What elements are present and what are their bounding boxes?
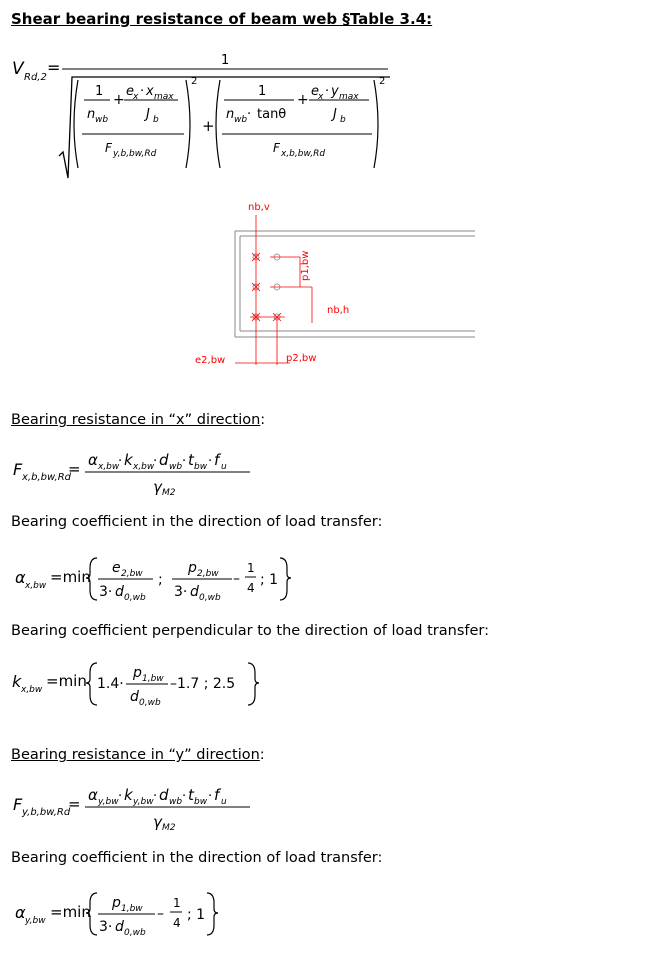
svg-text:α: α: [88, 451, 98, 469]
svg-text:0,wb: 0,wb: [124, 593, 146, 603]
svg-text:0,wb: 0,wb: [139, 698, 161, 708]
svg-text:+: +: [202, 117, 215, 135]
svg-text:d: d: [115, 584, 124, 600]
svg-text:y,b,bw,Rd: y,b,bw,Rd: [113, 149, 157, 159]
svg-text:J: J: [146, 107, 150, 122]
svg-text:1,bw: 1,bw: [121, 904, 143, 914]
svg-text:max: max: [339, 92, 359, 102]
svg-text:+: +: [113, 92, 125, 108]
text-coef-transfer-y: Bearing coefficient in the direction of load transfer:: [11, 850, 383, 866]
svg-text:M2: M2: [162, 488, 176, 498]
svg-text:=min: =min: [50, 568, 91, 586]
svg-text:k: k: [124, 786, 133, 804]
svg-text:–1.7 ; 2.5: –1.7 ; 2.5: [170, 676, 236, 692]
svg-text:2,bw: 2,bw: [121, 569, 143, 579]
svg-text:f: f: [214, 786, 220, 804]
svg-text:γ: γ: [153, 813, 162, 831]
svg-text:tanθ: tanθ: [257, 107, 287, 122]
label-p2: p2,bw: [286, 353, 317, 364]
svg-text:d: d: [115, 919, 124, 935]
svg-text:·: ·: [118, 789, 123, 804]
svg-text:x: x: [133, 92, 139, 102]
svg-text:n: n: [226, 107, 235, 122]
svg-text:4: 4: [247, 581, 255, 595]
svg-text:·: ·: [182, 454, 187, 469]
svg-text:k: k: [12, 672, 22, 691]
svg-text:;: ;: [158, 572, 163, 588]
page-title: Shear bearing resistance of beam web §Table 3.4:: [11, 10, 433, 28]
svg-text:γ: γ: [153, 478, 162, 496]
svg-text:1: 1: [221, 53, 230, 68]
svg-text:d: d: [130, 689, 139, 705]
section-title-x: Bearing resistance in “x” direction:: [11, 412, 266, 428]
svg-text:; 1: ; 1: [187, 907, 206, 923]
svg-text:max: max: [154, 92, 174, 102]
svg-text:4: 4: [173, 916, 181, 930]
svg-text:1: 1: [258, 84, 267, 99]
svg-text:e: e: [112, 560, 121, 576]
section-title-y: Bearing resistance in “y” direction:: [11, 747, 265, 763]
svg-text:bw: bw: [194, 462, 208, 472]
formula-fy: [0, 775, 300, 835]
label-nbv: nb,v: [248, 202, 270, 213]
formula-alpha-x: [0, 550, 320, 610]
svg-text:y,bw: y,bw: [98, 797, 119, 807]
svg-text:wb: wb: [234, 115, 248, 125]
svg-text:1: 1: [95, 84, 104, 99]
svg-text:=min: =min: [46, 672, 87, 690]
svg-text:y,bw: y,bw: [25, 916, 46, 926]
svg-text:M2: M2: [162, 823, 176, 833]
svg-text:+: +: [297, 92, 309, 108]
svg-text:V: V: [12, 59, 24, 79]
svg-text:x,b,bw,Rd: x,b,bw,Rd: [281, 149, 326, 159]
svg-text:wb: wb: [169, 797, 183, 807]
svg-text:·: ·: [208, 789, 213, 804]
label-nbh: nb,h: [327, 305, 350, 316]
svg-text:x,bw: x,bw: [133, 462, 155, 472]
svg-text:2: 2: [191, 76, 198, 87]
svg-text:F: F: [13, 795, 23, 814]
svg-text:·: ·: [182, 789, 187, 804]
svg-text:e: e: [311, 84, 319, 99]
svg-text:0,wb: 0,wb: [199, 593, 221, 603]
formula-alpha-y: [0, 885, 260, 945]
formula-fx: [0, 440, 300, 500]
svg-text:e: e: [126, 84, 134, 99]
svg-text:d: d: [159, 786, 169, 804]
svg-text:d: d: [190, 584, 199, 600]
svg-text:y,b,bw,Rd: y,b,bw,Rd: [22, 807, 71, 818]
svg-text:3·: 3·: [99, 584, 113, 600]
svg-text:y,bw: y,bw: [133, 797, 154, 807]
svg-text:p: p: [133, 665, 142, 681]
svg-text:3·: 3·: [174, 584, 188, 600]
svg-text:F: F: [13, 460, 23, 479]
text-coef-transfer: Bearing coefficient in the direction of load transfer:: [11, 514, 383, 530]
svg-text:wb: wb: [95, 115, 109, 125]
svg-text:=min: =min: [50, 903, 91, 921]
svg-text:2,bw: 2,bw: [197, 569, 219, 579]
svg-text:x,b,bw,Rd: x,b,bw,Rd: [22, 472, 71, 483]
svg-text:t: t: [188, 786, 194, 804]
svg-text:1: 1: [173, 896, 181, 910]
svg-text:J: J: [333, 107, 337, 122]
bolt-layout-diagram: [190, 195, 480, 375]
svg-text:·: ·: [118, 454, 123, 469]
formula-k-x: [0, 655, 300, 715]
svg-text:y: y: [331, 84, 339, 99]
svg-text:0,wb: 0,wb: [124, 928, 146, 938]
svg-text:3·: 3·: [99, 919, 113, 935]
svg-text:1.4·: 1.4·: [97, 676, 124, 692]
svg-text:Rd,2: Rd,2: [24, 72, 47, 83]
svg-text:x: x: [146, 84, 154, 99]
svg-text:x: x: [318, 92, 324, 102]
svg-text:–: –: [233, 571, 240, 587]
svg-text:u: u: [221, 797, 227, 807]
svg-text:·: ·: [140, 84, 145, 99]
svg-text:–: –: [157, 906, 164, 922]
svg-text:f: f: [214, 451, 220, 469]
svg-text:k: k: [124, 451, 133, 469]
formula-vrd2: [0, 40, 400, 180]
svg-text:t: t: [188, 451, 194, 469]
svg-text:·: ·: [153, 789, 158, 804]
label-p1: p1,bw: [300, 250, 311, 281]
svg-text:x,bw: x,bw: [25, 581, 47, 591]
svg-text:F: F: [105, 141, 112, 155]
svg-text:·: ·: [208, 454, 213, 469]
svg-text:b: b: [153, 115, 159, 125]
svg-text:; 1: ; 1: [260, 572, 279, 588]
svg-text:x,bw: x,bw: [98, 462, 120, 472]
svg-text:b: b: [340, 115, 346, 125]
svg-text:α: α: [15, 568, 26, 587]
svg-text:α: α: [88, 786, 98, 804]
label-e2: e2,bw: [195, 355, 226, 366]
svg-text:p: p: [112, 895, 121, 911]
text-coef-perp: Bearing coefficient perpendicular to the direction of load transfer:: [11, 623, 490, 639]
svg-text:x,bw: x,bw: [21, 685, 43, 695]
svg-text:wb: wb: [169, 462, 183, 472]
svg-text:·: ·: [153, 454, 158, 469]
svg-text:·: ·: [325, 84, 330, 99]
svg-text:1: 1: [247, 561, 255, 575]
svg-text:=: =: [68, 460, 81, 478]
svg-text:2: 2: [379, 76, 386, 87]
svg-text:d: d: [159, 451, 169, 469]
svg-text:=: =: [68, 795, 81, 813]
svg-text:F: F: [273, 141, 280, 155]
svg-text:α: α: [15, 903, 26, 922]
svg-text:=: =: [47, 58, 61, 77]
svg-text:bw: bw: [194, 797, 208, 807]
svg-text:n: n: [87, 107, 96, 122]
svg-text:u: u: [221, 462, 227, 472]
svg-text:1,bw: 1,bw: [142, 674, 164, 684]
svg-text:·: ·: [247, 107, 252, 122]
svg-text:p: p: [188, 560, 197, 576]
